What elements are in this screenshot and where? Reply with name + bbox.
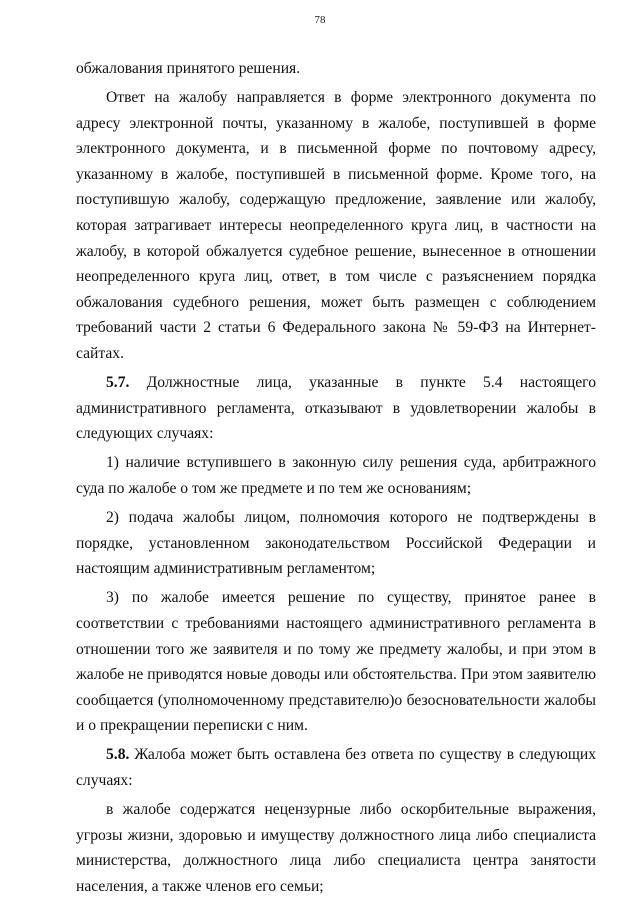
list-item-1: 1) наличие вступившего в законную силу решения суда, арбитражного суда по жалобе о том же предмете и по тем же основаниям; xyxy=(76,454,596,497)
document-body xyxy=(76,56,596,903)
section-5-8-text: Жалоба может быть оставлена без ответа по существу в следующих случаях: xyxy=(76,746,596,790)
list-item-2: 2) подача жалобы лицом, полномочия которого не подтверждены в порядке, установленном законодательством Российской Федерации и настоящим административным регламентом; xyxy=(76,509,596,578)
section-number-5-8: 5.8. xyxy=(106,746,130,764)
section-number-5-7: 5.7. xyxy=(106,374,130,392)
page-number: 78 xyxy=(314,14,326,26)
list-item-3: 3) по жалобе имеется решение по существу, принятое ранее в соответствии с требованиями настоящего административного регламента в отношении того же заявителя и по тому же предмету жалобы, и при этом в жалобе не приводятся новые доводы или обстоятельства. При этом заявителю сообщается (уполномоченному представителю)о безосновательности жалобы и о прекращении переписки с ним. xyxy=(76,589,596,735)
paragraph-section-5-7 xyxy=(76,370,596,447)
paragraph-response-delivery: Ответ на жалобу направляется в форме электронного документа по адресу электронной почты, указанному в жалобе, поступившей в форме электронного документа, и в письменной форме по почтовому адресу, указанному в жалобе, поступившей в письменной форме. Кроме того, на поступившую жалобу, содержащую предложение, заявление или жалобу, которая затрагивает интересы неопределенного круга лиц, в частности на жалобу, в которой обжалуется судебное решение, вынесенное в отношении неопределенного круга лиц, ответ, в том числе с разъяснением порядка обжалования судебного решения, может быть размещен с соблюдением требований части 2 статьи 6 Федерального закона № 59-ФЗ на Интернет-сайтах. xyxy=(76,89,596,363)
paragraph-obscene-content: в жалобе содержатся нецензурные либо оскорбительные выражения, угрозы жизни, здоровью и имуществу должностного лица либо специалиста министерства, должностного лица либо специалиста центра занятости населения, а также членов его семьи; xyxy=(76,801,596,895)
section-5-7-text: Должностные лица, указанные в пункте 5.4 настоящего административного регламента, отказывают в удовлетворении жалобы в следующих случаях: xyxy=(76,374,596,443)
paragraph-section-5-8 xyxy=(76,742,596,793)
paragraph-continuation: обжалования принятого решения. xyxy=(76,60,301,77)
